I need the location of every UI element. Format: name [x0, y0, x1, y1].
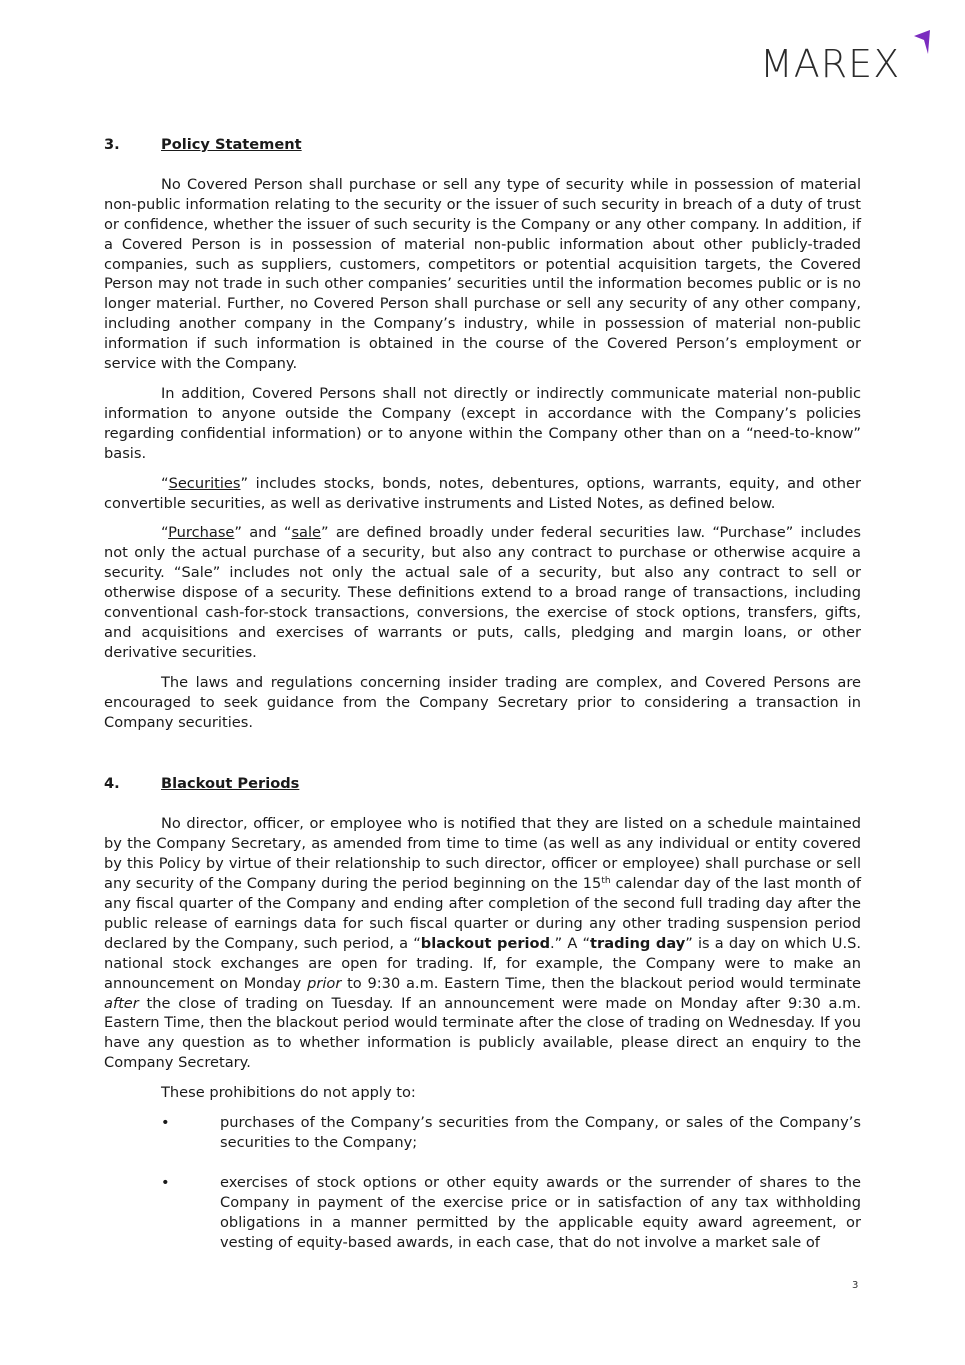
term-blackout-period: blackout period: [420, 934, 551, 952]
ordinal-suffix: th: [601, 876, 611, 887]
quote-open: “: [161, 524, 169, 542]
blackout-text-f: the close of trading on Tuesday. If an announcement were made on Monday after 9:30 a.m. Eastern Time, then the blackout period would terminate after the close of trading on Wednesday. If you have any question as to whether information is publicly available, please direct an enquiry to the Company Secretary.: [104, 994, 861, 1072]
blackout-text-d: ” is a day on which U.S. national stock exchanges are open for trading. If, for example, the Company were to make an announcement on Monday: [104, 934, 861, 992]
blackout-text-b: calendar day of the last month of any fiscal quarter of the Company and ending after completion of the second full trading day after the public release of earnings data for such fiscal quarter or during any other trading suspension period declared by the Company, such period, a “: [104, 875, 862, 952]
logo-text: MAREX: [760, 42, 901, 86]
section-3-paragraph-2: In addition, Covered Persons shall not directly or indirectly communicate material non-public information to anyone outside the Company (except in accordance with the Company’s policies regarding confidential information) or to anyone within the Company other than on a “need-to-know” basis.: [104, 384, 861, 462]
marex-logo: [760, 30, 935, 90]
blackout-text-a: No director, officer, or employee who is notified that they are listed on a schedule maintained by the Company Secretary, as amended from time to time (as well as any individual or entity covered by this Policy by virtue of their relationship to such director, officer or employee) shall purchase or sell any security of the Company during the period beginning on the 15: [104, 815, 861, 893]
section-3-paragraph-1: No Covered Person shall purchase or sell any type of security while in possession of material non-public information relating to the security or the issuer of such security in breach of a duty of trust or confidence, whether the issuer of such security is the Company or any other company. In addition, if a Covered Person is in possession of material non-public information about other publicly-traded companies, such as suppliers, customers, competitors or potential acquisition targets, the Covered Person may not trade in such other companies’ securities until the information becomes public or is no longer material. Further, no Covered Person shall purchase or sell any security of any other company, including another company in the Company’s industry, while in possession of material non-public information if such information is obtained in the course of the Covered Person’s employment or service with the Company.: [104, 175, 861, 373]
exceptions-list: [104, 1113, 861, 1252]
page-number: 3: [852, 1280, 859, 1291]
purchase-sale-definition: [104, 523, 861, 662]
section-3-paragraph-5: The laws and regulations concerning insider trading are complex, and Covered Persons are encouraged to seek guidance from the Company Secretary prior to considering a transaction in Company securities.: [104, 673, 861, 731]
securities-definition-text: ” includes stocks, bonds, notes, debentures, options, warrants, equity, and other convertible securities, as well as derivative instruments and Listed Notes, as defined below.: [104, 474, 861, 512]
and-text: ” and “: [234, 524, 292, 542]
list-item: [104, 1173, 861, 1253]
document-body: [104, 135, 861, 1273]
emphasis-after: after: [104, 994, 139, 1012]
term-trading-day: trading day: [590, 934, 686, 952]
section-4-title: Blackout Periods: [161, 775, 300, 793]
term-purchase: Purchase: [168, 524, 235, 542]
logo-accent-icon: [910, 30, 932, 60]
section-3-heading: [104, 135, 861, 155]
bullet-icon: •: [161, 1114, 170, 1132]
securities-definition: [104, 474, 861, 514]
section-3-title: Policy Statement: [161, 136, 302, 153]
term-sale: sale: [291, 524, 322, 542]
section-4-paragraph-1: [104, 814, 861, 1073]
list-item-text: purchases of the Company’s securities from the Company, or sales of the Company’s securities to the Company;: [220, 1114, 861, 1151]
section-4-paragraph-2: These prohibitions do not apply to:: [161, 1084, 416, 1102]
blackout-text-c: .” A “: [550, 934, 591, 952]
term-securities: Securities: [168, 474, 241, 492]
emphasis-prior: prior: [307, 974, 342, 992]
blackout-text-e: to 9:30 a.m. Eastern Time, then the blackout period would terminate: [341, 974, 862, 992]
list-item: [104, 1113, 861, 1153]
bullet-icon: •: [161, 1173, 170, 1191]
quote-open: “: [161, 474, 169, 492]
list-item-text: exercises of stock options or other equity awards or the surrender of shares to the Company in payment of the exercise price or in satisfaction of any tax withholding obligations in a manner permitted by the applicable equity award agreement, or vesting of equity-based awards, in each case, that do not involve a market sale of: [220, 1173, 861, 1251]
section-3-number: 3.: [104, 136, 120, 153]
purchase-sale-definition-text: ” are defined broadly under federal securities law. “Purchase” includes not only the actual purchase of a security, but also any contract to purchase or otherwise acquire a security. “Sale” includes not only the actual sale of a security, but also any contract to sell or otherwise dispose of a security. These definitions extend to a broad range of transactions, including conventional cash-for-stock transactions, conversions, the exercise of stock options, transfers, gifts, and acquisitions and exercises of warrants or puts, calls, pledging and margin loans, or other derivative securities.: [104, 524, 862, 661]
section-4-heading: [104, 774, 861, 794]
section-4-number: 4.: [104, 775, 120, 793]
